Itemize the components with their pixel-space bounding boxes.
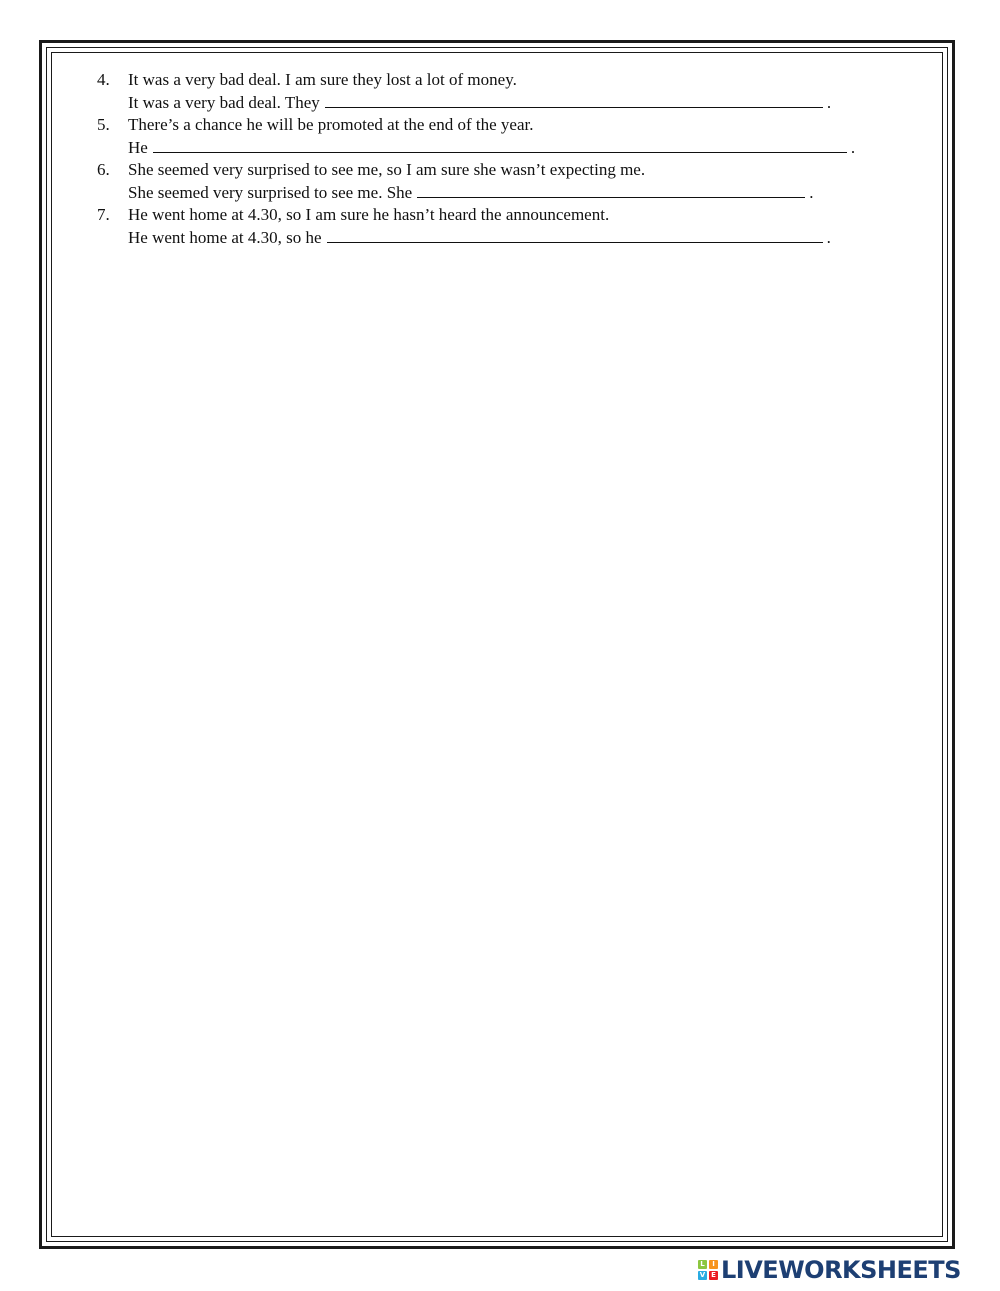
sentence-end: .: [850, 137, 856, 157]
original-sentence: It was a very bad deal. I am sure they lost a lot of money.: [128, 70, 517, 89]
rewrite-line: [128, 227, 877, 250]
sentence-end: .: [826, 227, 831, 247]
logo-letter-l: L: [698, 1260, 707, 1269]
question-number: 6.: [97, 160, 110, 179]
sentence-end: .: [826, 92, 832, 112]
answer-blank[interactable]: [327, 228, 823, 243]
rewrite-prompt: She seemed very surprised to see me. She: [128, 182, 413, 202]
sentence-end: .: [809, 182, 814, 202]
rewrite-prompt: He went home at 4.30, so he: [128, 227, 322, 247]
logo-letter-e: E: [709, 1271, 718, 1280]
question-number: 5.: [97, 115, 110, 134]
original-sentence: There’s a chance he will be promoted at the end of the year.: [128, 115, 534, 134]
answer-blank[interactable]: [153, 138, 847, 153]
question-number: 4.: [97, 70, 110, 89]
question-item: [97, 69, 877, 114]
rewrite-prompt: He: [128, 137, 148, 157]
rewrite-line: [128, 137, 877, 160]
question-number: 7.: [97, 205, 110, 224]
rewrite-line: [128, 92, 877, 115]
logo-letter-i: I: [709, 1260, 718, 1269]
rewrite-prompt: It was a very bad deal. They: [128, 92, 320, 112]
exercise-list: [97, 69, 877, 249]
question-item: [97, 159, 877, 204]
original-sentence: He went home at 4.30, so I am sure he hasn’t heard the announcement.: [128, 205, 610, 224]
original-sentence: She seemed very surprised to see me, so I am sure she wasn’t expecting me.: [128, 160, 646, 179]
logo-mark-icon: [698, 1260, 718, 1280]
answer-blank[interactable]: [417, 183, 805, 198]
logo-letter-v: V: [699, 1271, 706, 1279]
logo-text: LIVEWORKSHEETS: [721, 1256, 961, 1284]
rewrite-line: [128, 182, 877, 205]
answer-blank[interactable]: [325, 93, 823, 108]
liveworksheets-logo: [698, 1256, 961, 1284]
question-item: [97, 114, 877, 159]
question-item: [97, 204, 877, 249]
